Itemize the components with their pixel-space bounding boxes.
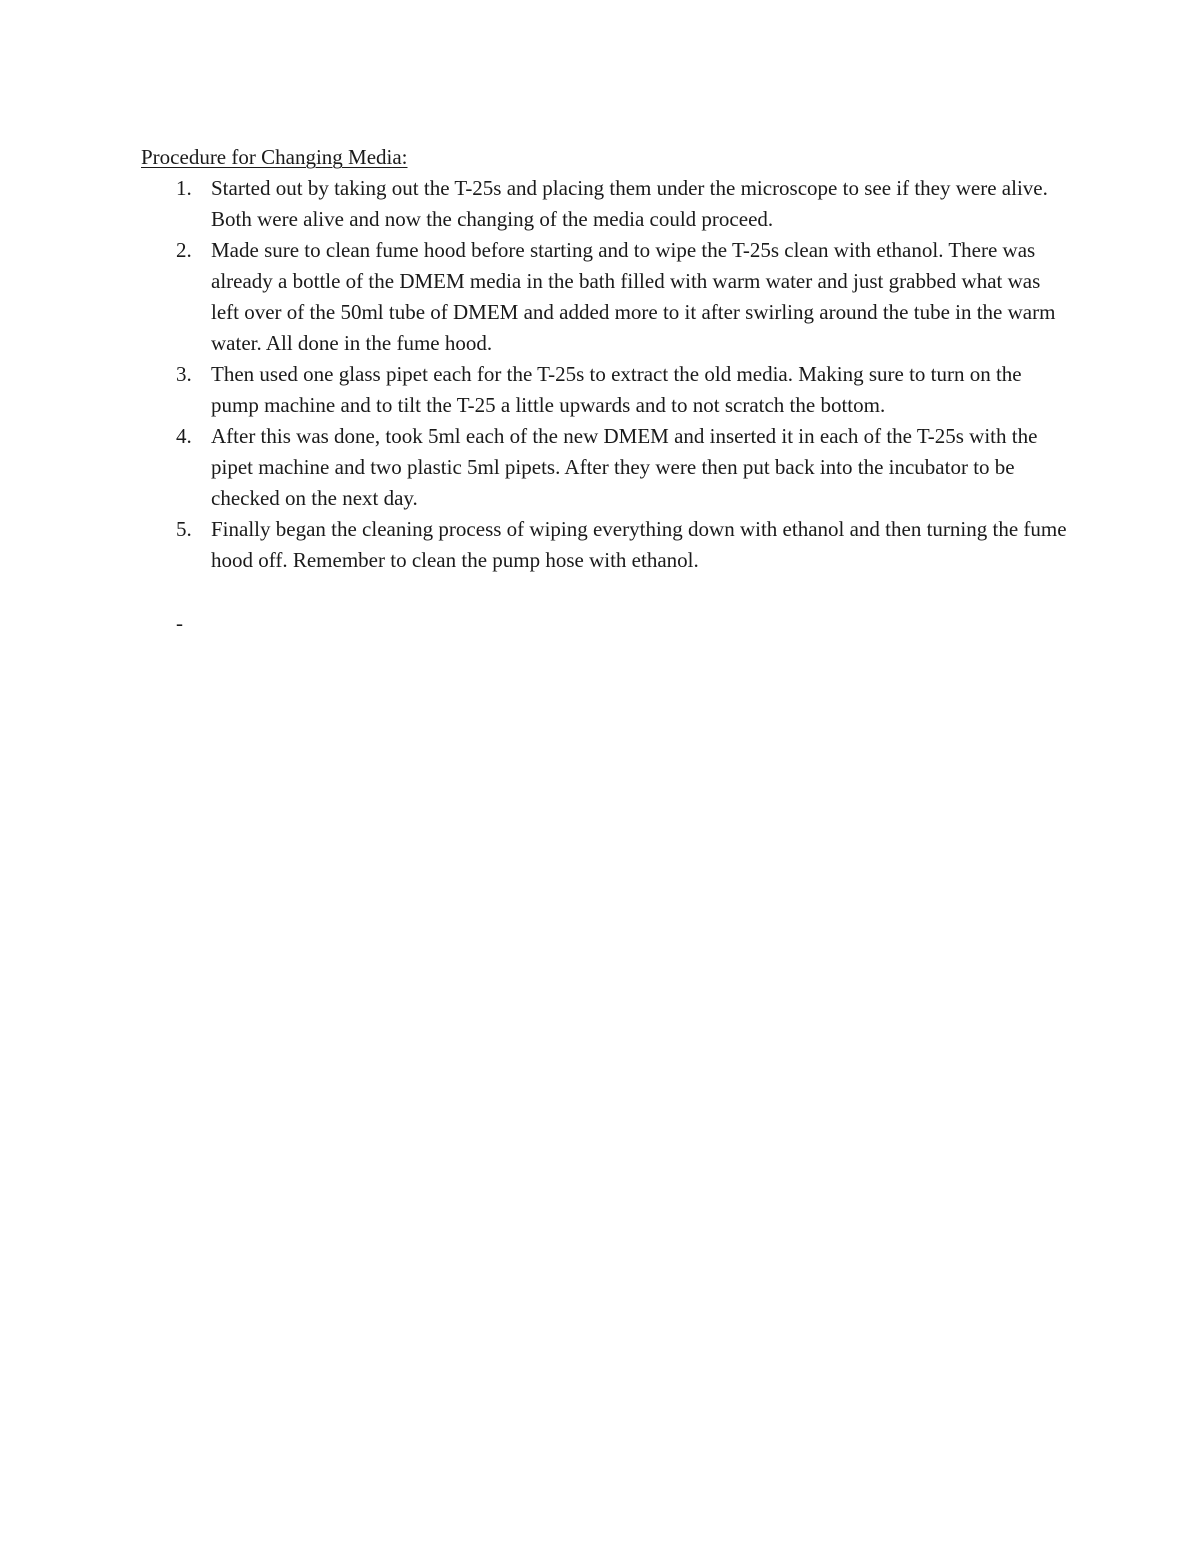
list-item — [0, 421, 1200, 514]
step-number: 5. — [176, 517, 192, 541]
step-text: After this was done, took 5ml each of the new DMEM and inserted it in each of the T-25s with the pipet machine and two plastic 5ml pipets. After they were then put back into the incubator to be checked on the next day. — [211, 424, 1038, 510]
step-text: Finally began the cleaning process of wiping everything down with ethanol and then turning the fume hood off. Remember to clean the pump hose with ethanol. — [211, 517, 1067, 572]
step-text: Started out by taking out the T-25s and placing them under the microscope to see if they were alive. Both were alive and now the changing of the media could proceed. — [211, 176, 1048, 231]
step-number: 1. — [176, 176, 192, 200]
page-title: Procedure for Changing Media: — [141, 145, 408, 169]
procedure-steps-list — [0, 173, 1200, 576]
list-item — [0, 514, 1200, 576]
trailing-bullet: - — [176, 611, 183, 635]
step-text: Made sure to clean fume hood before starting and to wipe the T-25s clean with ethanol. There was already a bottle of the DMEM media in the bath filled with warm water and just grabbed what was left over of the 50ml tube of DMEM and added more to it after swirling around the tube in the warm water. All done in the fume hood. — [211, 238, 1056, 355]
step-number: 3. — [176, 362, 192, 386]
list-item — [0, 359, 1200, 421]
step-number: 4. — [176, 424, 192, 448]
list-item — [0, 235, 1200, 359]
list-item — [0, 173, 1200, 235]
step-text: Then used one glass pipet each for the T-25s to extract the old media. Making sure to turn on the pump machine and to tilt the T-25 a little upwards and to not scratch the bottom. — [211, 362, 1022, 417]
step-number: 2. — [176, 238, 192, 262]
